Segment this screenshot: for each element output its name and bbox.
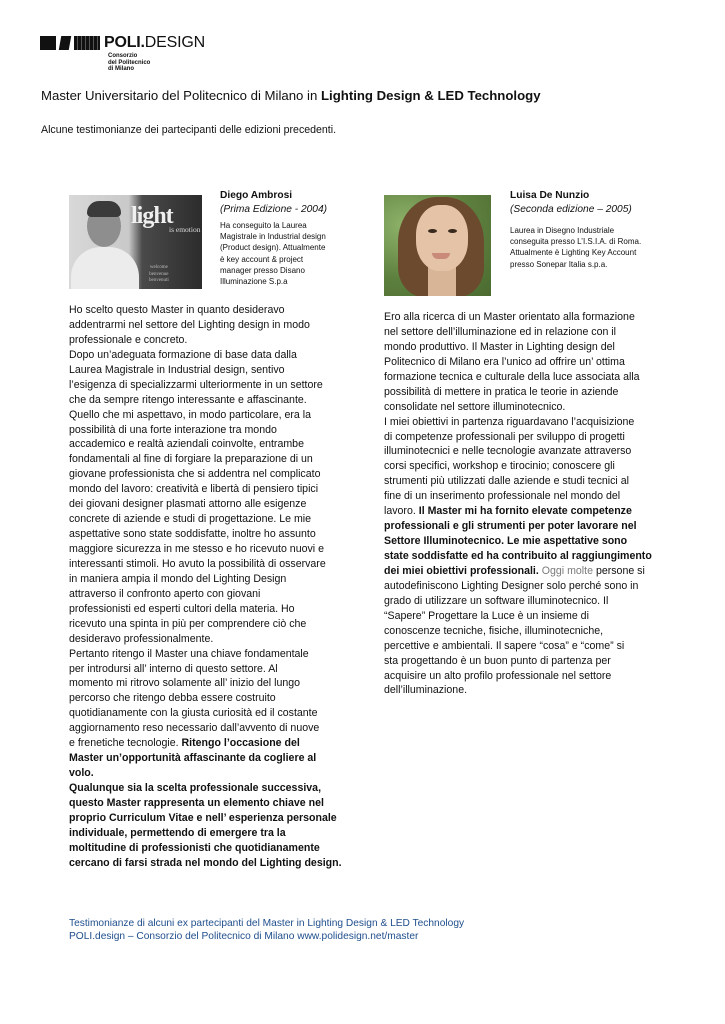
testimonial-line <box>69 363 342 378</box>
testimonial-line <box>384 370 652 385</box>
testimonial-line <box>384 624 652 639</box>
testimonial-text: Quello che mi aspettavo, in modo particolare, era la <box>69 408 312 421</box>
footer <box>69 918 464 943</box>
testimonial-line <box>384 415 652 430</box>
testimonial-line <box>69 811 342 826</box>
testimonial-text: accademico e realtà aziendali coinvolte, entrambe <box>69 438 304 451</box>
profile-bio-line: manager presso Disano <box>220 265 305 275</box>
testimonial-text: Dopo un’adeguata formazione di base data dalla <box>69 348 297 361</box>
testimonial-text: possibilità di mettere in pratica le teorie in aziende <box>384 385 619 398</box>
testimonial-text: quotidianamente con la giusta curiosità ed il costante <box>69 707 318 720</box>
testimonial-text: Pertanto ritengo il Master una chiave fondamentale <box>69 647 309 660</box>
testimonial-text: Ritengo l’occasione del <box>181 737 300 750</box>
testimonial-line <box>69 632 342 647</box>
testimonial-text: percorso che ritengo debba essere costruito <box>69 692 276 705</box>
testimonial-text: corsi specifici, workshop e tirocinio; conoscere gli <box>384 460 615 473</box>
testimonial-text: nel settore dell’illuminazione ed in relazione con il <box>384 325 617 338</box>
testimonial-text: Master un’opportunità affascinante da cogliere al <box>69 752 317 765</box>
testimonial-text: l’esigenza di specializzarmi ulteriormente in un settore <box>69 378 323 391</box>
testimonial-line <box>384 564 652 579</box>
testimonial-line <box>69 512 342 527</box>
photo-art-text: is emotion <box>169 225 201 234</box>
photo-luisa-de-nunzio <box>384 195 491 296</box>
testimonial-text: dei giovani designer plasmati attorno alle esigenze <box>69 498 307 511</box>
testimonial-line <box>384 489 652 504</box>
testimonial-line <box>384 340 652 355</box>
testimonial-text: e frenetiche tecnologie. <box>69 737 182 750</box>
testimonial-text: mondo produttivo. Il Master in Lighting design del <box>384 340 615 353</box>
testimonial-text: lavoro. <box>384 505 419 518</box>
testimonial-line <box>69 676 342 691</box>
testimonial-text: percettive e ambientali. Il sapere “cosa” e “come” si <box>384 639 625 652</box>
testimonial-text: professionale e concreto. <box>69 333 188 346</box>
testimonial-text: questo Master rappresenta un elemento chiave nel <box>69 796 324 809</box>
testimonial-line <box>69 497 342 512</box>
testimonial-line <box>69 378 342 393</box>
testimonial-line <box>69 647 342 662</box>
testimonial-line <box>69 318 342 333</box>
footer-line: POLI.design – Consorzio del Politecnico di Milano www.polidesign.net/master <box>69 930 419 942</box>
testimonial-line <box>69 557 342 572</box>
profile-bio-line: conseguita presso L’I.S.I.A. di Roma. <box>510 237 642 247</box>
testimonial-line <box>69 467 342 482</box>
testimonial-text: Oggi molte <box>538 564 593 577</box>
testimonial-line <box>69 333 342 348</box>
testimonial-text: Ero alla ricerca di un Master orientato alla formazione <box>384 311 635 323</box>
testimonial-line <box>69 751 342 766</box>
testimonial-line <box>384 654 652 669</box>
testimonial-text: aggiornamento reso necessario dall’avvento di nuove <box>69 722 320 735</box>
testimonial-line <box>69 796 342 811</box>
testimonial-line <box>384 430 652 445</box>
testimonial-line <box>69 303 342 318</box>
testimonial-line <box>384 459 652 474</box>
testimonial-text: “Sapere” Progettare la Luce è un insieme di <box>384 609 589 622</box>
testimonial-line <box>69 691 342 706</box>
testimonial-text: individuale, permettendo di emergere tra la <box>69 826 286 839</box>
page-title: Master Universitario del Politecnico di Milano in Lighting Design & LED Technology <box>41 88 541 103</box>
photo-art-text: welcome benvenue benvenuti <box>149 265 169 283</box>
testimonial-line <box>69 348 342 363</box>
testimonial-text: strumenti più utilizzati dalle aziende e studi tecnici al <box>384 475 629 488</box>
testimonial-text: acquisire un alto profilo professionale nel settore <box>384 669 612 682</box>
testimonial-text: grado di utilizzare un software illuminotecnico. Il <box>384 594 609 607</box>
testimonial-text: consolidate nel settore illuminotecnico. <box>384 400 566 413</box>
profile-bio-line: Laurea in Disegno Industriale <box>510 226 615 235</box>
testimonial-line <box>384 400 652 415</box>
testimonial-line <box>69 482 342 497</box>
testimonial-line <box>384 519 652 534</box>
footer-line: Testimonianze di alcuni ex partecipanti del Master in Lighting Design & LED Technology <box>69 918 465 929</box>
logo-subtitle: Consorzio del Politecnico di Milano <box>108 53 151 72</box>
testimonial-line <box>69 826 342 841</box>
profile-bio-line: Magistrale in Industrial design <box>220 232 326 242</box>
testimonial-line <box>384 355 652 370</box>
testimonial-text: Il Master mi ha fornito elevate competenze <box>418 505 632 518</box>
testimonial-text: desideravo professionalmente. <box>69 632 214 645</box>
testimonial-text: volo. <box>69 767 94 780</box>
profile-bio-line: è key account & project <box>220 254 304 264</box>
testimonial-text: giovane professionista che si addentra nel complicato <box>69 468 321 481</box>
photo-diego-ambrosi <box>69 195 202 289</box>
testimonial-text: professionisti ed esperti cultori della materia. Ho <box>69 602 295 615</box>
profile-bio-line: Illuminazione S.p.a <box>220 277 288 287</box>
logo-mark-block <box>40 36 56 50</box>
testimonial-text: Ho scelto questo Master in quanto desideravo <box>69 304 285 316</box>
testimonial-text: per introdursi all’ interno di questo settore. Al <box>69 662 278 675</box>
testimonial-text: formazione tecnica e culturale della luce associata alla <box>384 370 640 383</box>
testimonial-text: persone si <box>593 564 645 577</box>
testimonial-line <box>69 662 342 677</box>
testimonial-text: Laurea Magistrale in Industrial design, sentivo <box>69 363 285 376</box>
profile-caption <box>510 189 660 270</box>
testimonial-text: addentrarmi nel settore del Lighting design in modo <box>69 318 310 331</box>
testimonial-line <box>69 572 342 587</box>
profile-bio-line: Ha conseguito la Laurea <box>220 221 307 230</box>
profile-bio-line: presso Sonepar Italia s.p.a. <box>510 259 608 269</box>
testimonial-line <box>384 639 652 654</box>
logo-mark-block <box>74 36 100 50</box>
testimonial-line <box>384 549 652 564</box>
testimonial-text: Politecnico di Milano era l’unico ad offrire un’ ottima <box>384 355 625 368</box>
testimonial-text: cercano di farsi strada nel mondo del Lighting design. <box>69 856 342 869</box>
testimonial-line <box>69 452 342 467</box>
testimonial-text: fine di un inserimento professionale nel mondo del <box>384 490 621 503</box>
testimonial-line <box>69 408 342 423</box>
profile-bio-line: Attualmente è Lighting Key Account <box>510 248 637 258</box>
testimonial-line <box>384 609 652 624</box>
testimonial-diego <box>69 303 342 871</box>
testimonial-line <box>384 534 652 549</box>
testimonial-line <box>69 437 342 452</box>
testimonial-text: ricevuto una spinta in più per comprendere ciò che <box>69 617 307 630</box>
testimonial-line <box>69 721 342 736</box>
logo-mark-block <box>59 36 71 50</box>
testimonial-text: Qualunque sia la scelta professionale successiva, <box>69 782 322 794</box>
testimonial-line <box>69 856 342 871</box>
testimonial-line <box>384 669 652 684</box>
testimonial-luisa <box>384 310 652 698</box>
testimonial-line <box>69 841 342 856</box>
polidesign-logo <box>40 34 240 76</box>
profile-caption <box>220 189 348 287</box>
profile-edition: (Prima Edizione - 2004) <box>220 204 328 215</box>
testimonial-line <box>69 736 342 751</box>
testimonial-line <box>69 706 342 721</box>
testimonial-line <box>384 594 652 609</box>
testimonial-text: che da sempre ritengo interessante e affascinante. <box>69 393 307 406</box>
testimonial-text: autodefiniscono Lighting Designer solo perché sono in <box>384 579 639 592</box>
testimonial-text: in maniera ampia il mondo del Lighting Design <box>69 572 287 585</box>
testimonial-text: concrete di aziende e studi di progettazione. Le mie <box>69 513 312 526</box>
page-subtitle: Alcune testimonianze dei partecipanti delle edizioni precedenti. <box>41 124 337 136</box>
testimonial-line <box>384 444 652 459</box>
testimonial-line <box>384 325 652 340</box>
testimonial-text: Settore Illuminotecnico. Le mie aspettative sono <box>384 535 628 548</box>
testimonial-line <box>384 310 652 325</box>
profile-name: Diego Ambrosi <box>220 190 293 201</box>
testimonial-text: momento mi ritrovo solamente all’ inizio del lungo <box>69 677 301 690</box>
photo-art-text: light <box>131 203 173 229</box>
profile-bio-line: (Product design). Attualmente <box>220 243 326 253</box>
profile-edition: (Seconda edizione – 2005) <box>510 204 632 215</box>
testimonial-line <box>69 393 342 408</box>
testimonial-text: state soddisfatte ed ha contribuito al raggiungimento <box>384 550 652 562</box>
logo-wordmark: POLI.DESIGN <box>104 34 205 51</box>
testimonial-text: moltitudine di professionisti che quotidianamente <box>69 841 320 854</box>
testimonial-text: sta progettando è un buon punto di partenza per <box>384 654 611 667</box>
testimonial-text: dell’illuminazione. <box>384 684 468 697</box>
testimonial-line <box>69 542 342 557</box>
testimonial-text: I miei obiettivi in partenza riguardavano l’acquisizione <box>384 415 635 428</box>
testimonial-text: proprio Curriculum Vitae e nell’ esperienza personale <box>69 811 337 824</box>
testimonial-line <box>69 587 342 602</box>
testimonial-text: conoscenze tecniche, fisiche, illuminotecniche, <box>384 624 604 637</box>
testimonial-text: maggiore sicurezza in me stesso e ho ricevuto nuovi e <box>69 543 324 555</box>
testimonial-line <box>384 579 652 594</box>
testimonial-line <box>384 683 652 698</box>
testimonial-text: dei miei obiettivi professionali. <box>384 564 539 577</box>
testimonial-line <box>384 474 652 489</box>
testimonial-line <box>384 504 652 519</box>
testimonial-line <box>69 617 342 632</box>
testimonial-text: professionali e gli strumenti per poter lavorare nel <box>384 520 637 533</box>
testimonial-text: mondo del lavoro: creatività e libertà di pensiero tipici <box>69 483 319 496</box>
testimonial-line <box>69 766 342 781</box>
testimonial-text: di competenze professionali per sviluppo di progetti <box>384 430 625 443</box>
testimonial-line <box>384 385 652 400</box>
testimonial-text: illuminotecnici e nelle tecnologie avanzate attraverso <box>384 445 632 458</box>
testimonial-text: possibilità di una forte interazione tra mondo <box>69 423 277 436</box>
testimonial-line <box>69 602 342 617</box>
testimonial-line <box>69 527 342 542</box>
testimonial-text: interessanti stimoli. Ho avuto la possibilità di osservare <box>69 557 326 570</box>
testimonial-text: attraverso il confronto aperto con giovani <box>69 587 261 600</box>
testimonial-line <box>69 781 342 796</box>
testimonial-text: aspettative sono state soddisfatte, inoltre ho assunto <box>69 528 316 541</box>
testimonial-line <box>69 423 342 438</box>
testimonial-text: fondamentali al fine di forgiare la preparazione di un <box>69 453 313 466</box>
profile-name: Luisa De Nunzio <box>510 190 590 201</box>
